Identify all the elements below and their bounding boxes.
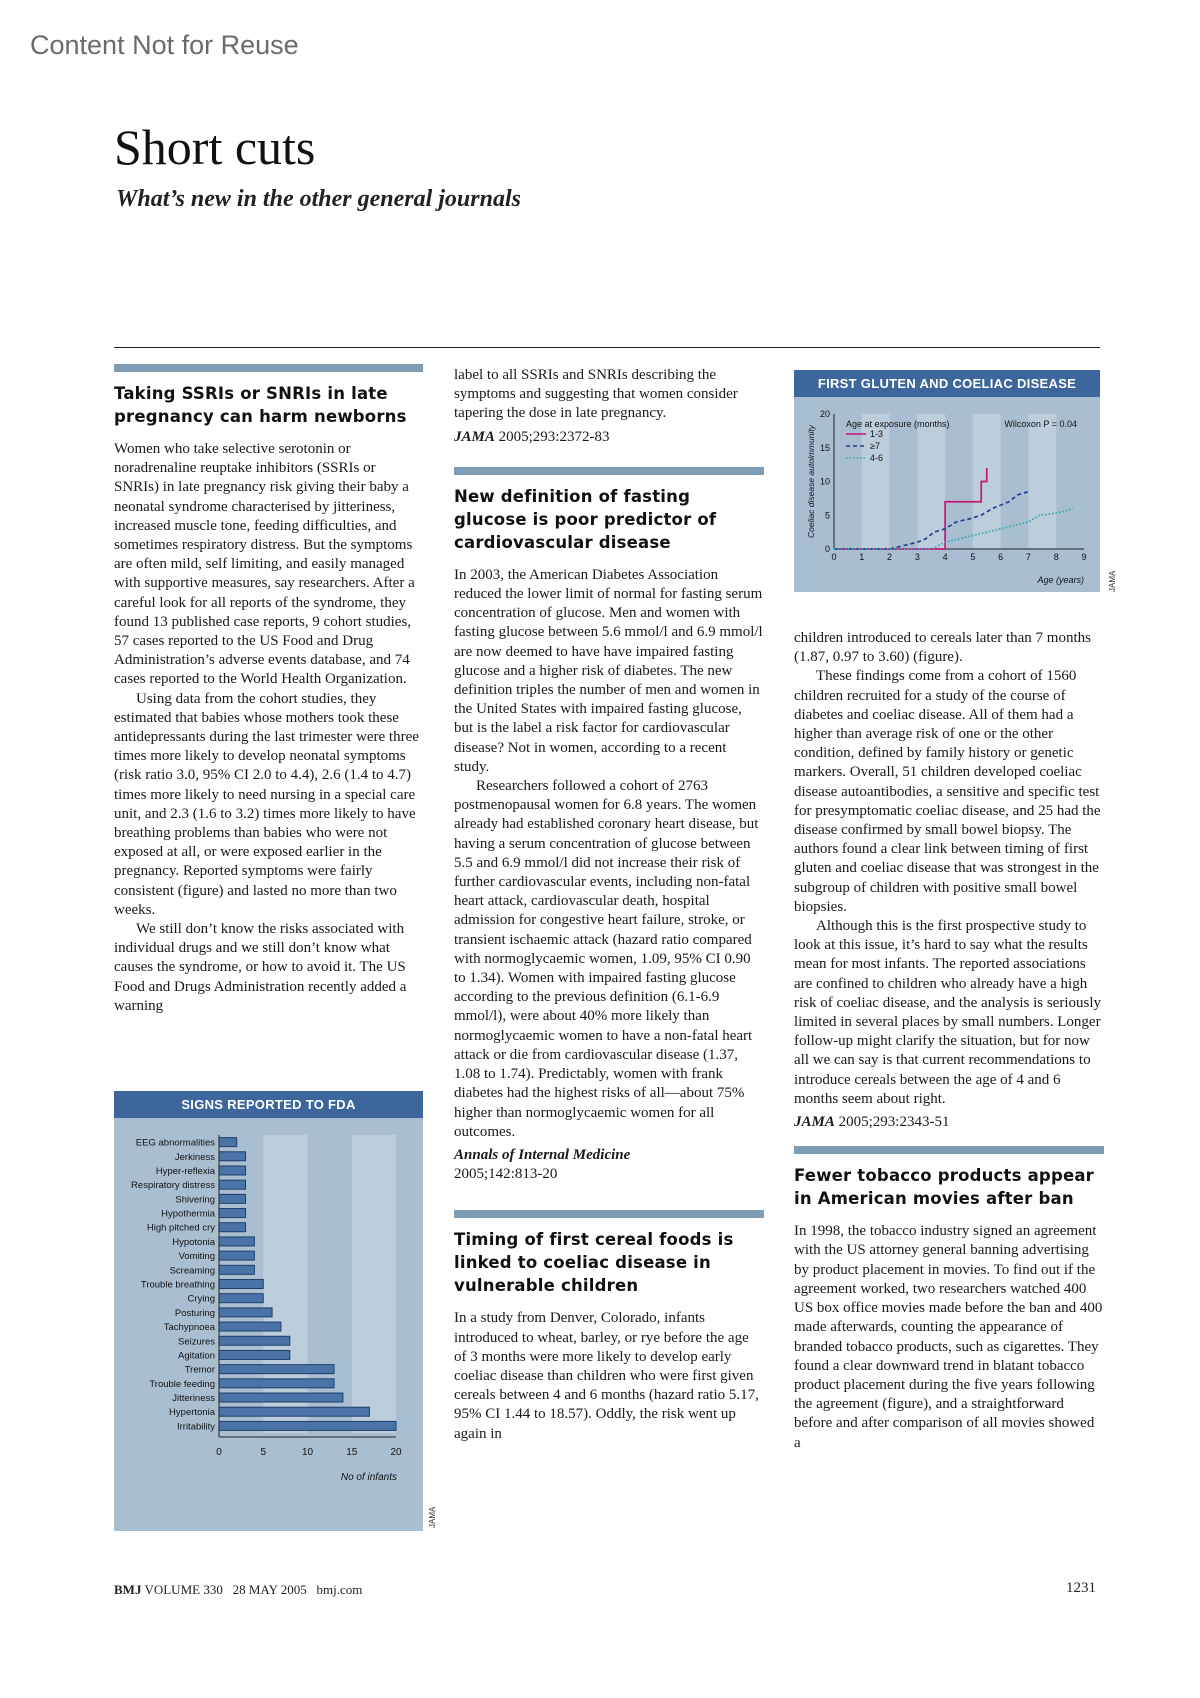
paragraph: In a study from Denver, Colorado, infants introduced to wheat, barley, or rye before the age of 3 months were more likely to develop early coeliac disease than children who were first given cereals between 4 and 6 months (hazard ratio 5.17, 95% CI 1.44 to 18.57). Oddly, the risk went up again in <box>454 1310 759 1442</box>
section-accent-bar <box>114 364 423 372</box>
bar <box>219 1365 334 1374</box>
section-accent-bar <box>454 467 764 475</box>
page-subtitle: What’s new in the other general journals <box>116 186 521 212</box>
y-axis-label: Coeliac disease autoimmunity <box>806 425 816 538</box>
reference <box>454 1146 764 1184</box>
reference <box>794 1113 1104 1132</box>
bar <box>219 1407 369 1416</box>
y-tick-label: 0 <box>824 544 830 554</box>
figure-gluten-coeliac <box>794 370 1100 592</box>
bar <box>219 1280 263 1289</box>
paragraph: Women who take selective serotonin or noradrenaline reuptake inhibitors (SSRIs or SNRIs) in late pregnancy risk giving their baby a neonatal syndrome characterised by jitteriness, increased muscle tone, feeding difficulties, and sometimes respiratory distress. But the symptoms are often mild, self limiting, and easily managed with supportive measures, say researchers. After a careful look for all reports of the syndrome, they found 13 published case reports, 9 cohort studies, 57 cases reported to the US Food and Drug Administration’s adverse events database, and 74 cases reported to the World Health Organization. <box>114 441 415 688</box>
paragraph: In 1998, the tobacco industry signed an agreement with the US attorney general banning advertising by product placement in movies. To find out if the agreement worked, two researchers watched 400 US box office movies made before the ban and 400 made afterwards, counting the appearance of branded tobacco products, such as cigarettes. They found a clear downward trend in blatant tobacco product placement during the five years following the agreement (figure), and a straightforward before and after comparison of all movies showed a <box>794 1223 1103 1451</box>
x-tick-label: 3 <box>914 552 920 562</box>
footer-page-number: 1231 <box>1066 1580 1096 1596</box>
section-accent-bar <box>794 1146 1104 1154</box>
header-rule <box>114 347 1100 348</box>
paragraph: children introduced to cereals later than 7 months (1.87, 0.97 to 3.60) (figure). <box>794 630 1091 666</box>
bar <box>219 1350 290 1359</box>
y-tick-label: 20 <box>819 409 830 419</box>
x-tick-label: 0 <box>216 1447 222 1458</box>
bar <box>219 1152 246 1161</box>
bar <box>219 1180 246 1189</box>
category-label: Vomiting <box>178 1251 215 1263</box>
bar <box>219 1294 263 1303</box>
bar <box>219 1194 246 1203</box>
bar <box>219 1393 343 1402</box>
category-label: Shivering <box>175 1194 215 1206</box>
paragraph: Researchers followed a cohort of 2763 postmenopausal women for 6.8 years. The women already had established coronary heart disease, but having a serum concentration of glucose between 5.5 and 6.9 mmol/l did not increase their risk of further cardiovascular events, including non-fatal heart attack, cardiovascular death, hospital admission for congestive heart failure, stroke, or transient ischaemic attack (hazard ratio compared with normoglycaemic women, 1.09, 95% CI 0.90 to 1.34). Women with impaired fasting glucose according to the previous definition (6.1-6.9 mmol/l), were about 40% more likely than normoglycaemic women to have a non-fatal heart attack or die from cardiovascular disease (1.37, 1.08 to 1.74). Predictably, women with frank diabetes had the highest risks of all—about 75% higher than normoglycaemic women for all outcomes. <box>454 778 759 1140</box>
category-label: Screaming <box>169 1265 215 1277</box>
watermark: Content Not for Reuse <box>30 30 299 60</box>
grid-band <box>1028 414 1056 549</box>
category-label: Seizures <box>178 1336 215 1348</box>
column-3 <box>794 629 1104 1453</box>
x-tick-label: 7 <box>1025 552 1031 562</box>
grid-band <box>917 414 945 549</box>
bar <box>219 1166 246 1175</box>
section-heading-cereal: Timing of first cereal foods is linked to coeliac disease in vulnerable children <box>454 1230 734 1296</box>
bar <box>219 1322 281 1331</box>
x-tick-label: 15 <box>346 1447 358 1458</box>
category-label: Hypertonia <box>169 1407 215 1419</box>
reference-citation: 2005;142:813-20 <box>454 1166 558 1183</box>
category-label: Hypotonia <box>172 1236 215 1248</box>
category-label: Trouble feeding <box>149 1378 215 1390</box>
bar <box>219 1138 237 1147</box>
legend-entry: 1-3 <box>870 429 884 439</box>
footer-journal-info <box>114 1582 362 1598</box>
reference-journal: JAMA <box>454 428 495 445</box>
reference-journal: Annals of Internal Medicine <box>454 1146 631 1163</box>
category-label: Respiratory distress <box>131 1180 215 1192</box>
x-tick-label: 5 <box>260 1447 267 1458</box>
paragraph: These findings come from a cohort of 1560 children recruited for a study of the course of diabetes and coeliac disease. All of them had a higher than average risk of one or the other condition, defined by family history or genetic markers. Overall, 51 children developed coeliac disease autoantibodies, a sensitive and specific test for presymptomatic coeliac disease, and 25 had the disease confirmed by small bowel biopsy. The authors found a clear link between timing of first gluten and coeliac disease that was strongest in the subgroup of children with positive small bowel biopsies. <box>794 668 1101 915</box>
paragraph: Using data from the cohort studies, they estimated that babies whose mothers took these antidepressants during the last trimester were three times more likely to develop neonatal symptoms (risk ratio 3.0, 95% CI 2.0 to 4.4), 2.6 (1.4 to 4.7) times more likely to need nursing in a special care unit, and 2.3 (1.6 to 3.2) times more likely to have breathing problems than babies who were not exposed at all, or were exposed earlier in the pregnancy. Reported symptoms were fairly consistent (figure) and lasted no more than two weeks. <box>114 690 419 918</box>
y-tick-label: 5 <box>824 510 830 521</box>
column-1 <box>114 364 423 1016</box>
paragraph: In 2003, the American Diabetes Association reduced the lower limit of normal for fasting serum concentration of glucose. Men and women with fasting glucose between 5.6 mmol/l and 6.9 mmol/l are now deemed to have have impaired fasting glucose and a higher risk of diabetes. The new definition triples the number of men and women in the United States with impaired fasting glucose, but is the label a risk factor for cardiovascular disease? Not in women, according to a recent study. <box>454 566 763 775</box>
reference-journal: JAMA <box>794 1114 835 1131</box>
category-label: Crying <box>187 1293 215 1305</box>
legend-entry: ≥7 <box>870 441 880 451</box>
annotation: Wilcoxon P = 0.04 <box>1004 419 1077 429</box>
x-tick-label: 20 <box>390 1447 402 1458</box>
page-title: Short cuts <box>114 119 316 175</box>
figure-signs-reported <box>114 1091 423 1531</box>
reference-citation: 2005;293:2372-83 <box>494 428 610 445</box>
bar <box>219 1265 254 1274</box>
footer-issue: VOLUME 330 28 MAY 2005 bmj.com <box>141 1582 363 1597</box>
bar <box>219 1237 254 1246</box>
x-axis-label: Age (years) <box>1037 575 1084 585</box>
category-label: Tremor <box>184 1364 215 1376</box>
category-label: EEG abnormalities <box>135 1137 215 1149</box>
section-heading-glucose: New definition of fasting glucose is poor predictor of cardiovascular disease <box>454 486 717 552</box>
bar <box>219 1251 254 1260</box>
figure-title: SIGNS REPORTED TO FDA <box>114 1091 423 1118</box>
y-tick-label: 15 <box>819 442 830 453</box>
legend-title: Age at exposure (months) <box>846 419 950 429</box>
category-label: Irritability <box>176 1421 215 1433</box>
column-2 <box>454 366 764 1444</box>
bar <box>219 1308 272 1317</box>
bar <box>219 1209 246 1218</box>
x-tick-label: 6 <box>998 552 1004 562</box>
section-heading-tobacco: Fewer tobacco products appear in American movies after ban <box>794 1166 1095 1209</box>
category-label: Hypothermia <box>161 1208 215 1220</box>
category-label: Jerkiness <box>174 1151 215 1163</box>
x-tick-label: 0 <box>831 552 837 562</box>
bar <box>219 1379 334 1388</box>
signs-bar-chart <box>114 1118 423 1531</box>
figure-title: FIRST GLUTEN AND COELIAC DISEASE <box>794 370 1100 397</box>
paragraph: label to all SSRIs and SNRIs describing the symptoms and suggesting that women consider tapering the dose in late pregnancy. <box>454 367 738 422</box>
footer-journal: BMJ <box>114 1582 142 1597</box>
legend-entry: 4-6 <box>870 453 884 463</box>
category-label: High pitched cry <box>146 1222 215 1234</box>
bar <box>219 1336 290 1345</box>
x-tick-label: 10 <box>301 1447 314 1458</box>
category-label: Agitation <box>178 1350 215 1362</box>
y-tick-label: 10 <box>819 476 830 487</box>
x-tick-label: 1 <box>859 552 865 562</box>
bar <box>219 1421 396 1430</box>
reference <box>454 428 764 447</box>
x-tick-label: 4 <box>942 552 948 562</box>
category-label: Posturing <box>174 1307 215 1319</box>
x-tick-label: 8 <box>1053 552 1059 562</box>
bar <box>219 1223 246 1232</box>
x-axis-label: No of infants <box>340 1472 397 1483</box>
coeliac-line-chart <box>794 397 1100 592</box>
category-label: Tachypnoea <box>163 1322 215 1334</box>
x-tick-label: 2 <box>887 552 893 562</box>
reference-citation: 2005;293:2343-51 <box>834 1114 950 1131</box>
category-label: Hyper-reflexia <box>155 1165 215 1177</box>
section-accent-bar <box>454 1210 764 1218</box>
category-label: Trouble breathing <box>140 1279 215 1291</box>
x-tick-label: 9 <box>1081 552 1087 562</box>
paragraph: We still don’t know the risks associated with individual drugs and we still don’t know what causes the syndrome, or how to avoid it. The US Food and Drugs Administration recently added a warning <box>114 921 407 1014</box>
figure-source-tag: JAMA <box>1108 570 1117 592</box>
grid-band <box>352 1135 396 1433</box>
figure-source-tag: JAMA <box>428 1506 437 1528</box>
paragraph: Although this is the first prospective study to look at this issue, it’s hard to say what the results mean for most infants. The reported associations are confined to children who already have a high risk of coeliac disease, and the analysis is seriously limited in several places by small numbers. Longer follow-up might clarify the situation, but for now all we can say is that current recommendations to introduce cereals between the age of 4 and 6 months seem about right. <box>794 918 1102 1107</box>
series-line <box>834 468 987 549</box>
x-tick-label: 5 <box>970 552 976 562</box>
category-label: Jitteriness <box>172 1393 215 1405</box>
section-heading-ssri: Taking SSRIs or SNRIs in late pregnancy can harm newborns <box>114 384 407 426</box>
